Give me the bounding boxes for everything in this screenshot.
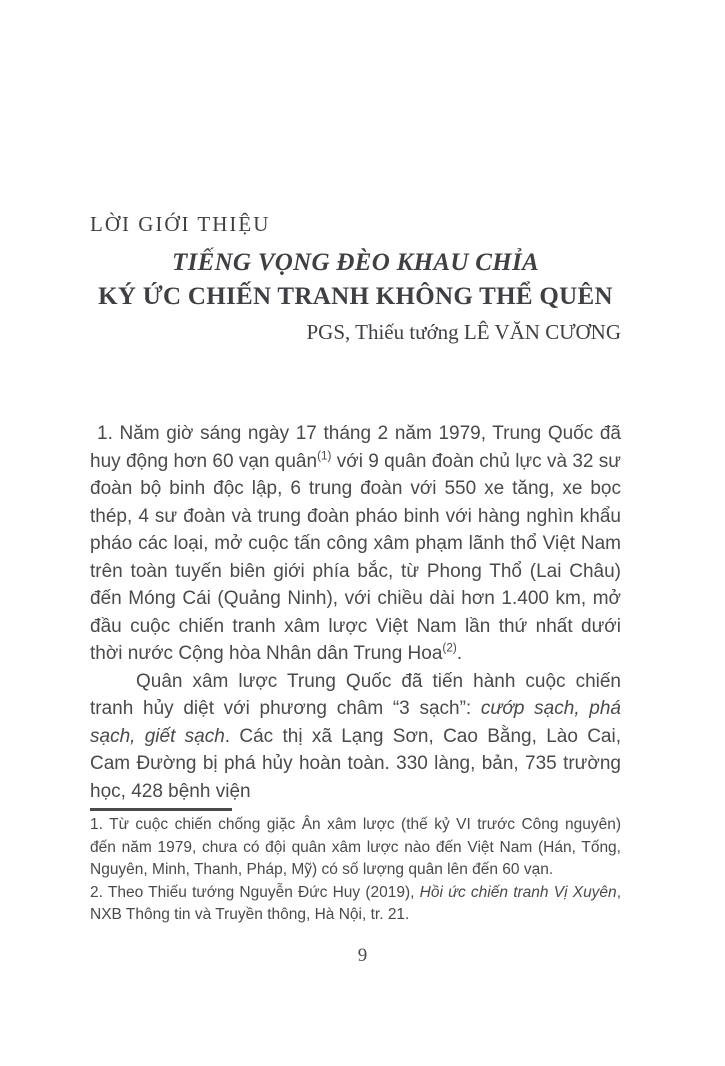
page-number: 9 <box>357 945 368 966</box>
section-kicker: LỜI GIỚI THIỆU <box>90 212 271 236</box>
paragraph-1-text-continued: với 9 quân đoàn chủ lực và 32 sư đoàn bộ binh độc lập, 6 trung đoàn với 550 xe tăng, xe bọc thép, 4 sư đoàn và trung đoàn pháo binh với hàng nghìn khẩu pháo các loại, mở cuộc tấn công xâm phạm lãnh thổ Việt Nam trên toàn tuyến biên giới phía bắc, từ Phong Thổ (Lai Châu) đến Móng Cái (Quảng Ninh), với chiều dài hơn 1.400 km, mở đầu cuộc chiến tranh xâm lược Việt Nam lần thứ nhất dưới thời nước Cộng hòa Nhân dân Trung Hoa <box>90 450 621 664</box>
footnote-ref-2: (2) <box>442 641 457 655</box>
paragraph-1-period: . <box>456 643 463 664</box>
paragraph-1 <box>90 420 621 668</box>
footnotes <box>90 814 621 927</box>
paragraph-2-text: Quân xâm lược Trung Quốc đã tiến hành cuộc chiến tranh hủy diệt với phương châm “3 sạch”: <box>90 670 621 719</box>
paragraph-2-text-continued: . Các thị xã Lạng Sơn, Cao Bằng, Lào Cai, Cam Đường bị phá hủy hoàn toàn. 330 làng, bản, 735 trường học, 428 bệnh viện <box>90 725 621 802</box>
footnote-2 <box>90 882 621 927</box>
footnote-ref-1: (1) <box>317 449 332 463</box>
footnote-2-text-continued: , NXB Thông tin và Truyền thông, Hà Nội, tr. 21. <box>90 883 621 924</box>
book-title <box>90 246 621 314</box>
author-line <box>90 320 621 345</box>
author-name: LÊ VĂN CƯƠNG <box>463 320 621 344</box>
paragraph-2-italic-phrase: cướp sạch, phá sạch, giết sạch <box>90 698 621 747</box>
footnote-2-text: 2. Theo Thiếu tướng Nguyễn Đức Huy (2019), <box>90 883 420 901</box>
footnote-1: 1. Từ cuộc chiến chống giặc Ân xâm lược (thế kỷ VI trước Công nguyên) đến năm 1979, chưa có đội quân xâm lược nào đến Việt Nam (Hán, Tống, Nguyên, Minh, Thanh, Pháp, Mỹ) có số lượng quân lên đến 60 vạn. <box>90 816 621 879</box>
paragraph-1-text: 1. Năm giờ sáng ngày 17 tháng 2 năm 1979, Trung Quốc đã huy động hơn 60 vạn quân <box>90 423 621 472</box>
book-title-line2: KÝ ỨC CHIẾN TRANH KHÔNG THỂ QUÊN <box>98 283 613 310</box>
author-title-prefix: PGS, Thiếu tướng <box>306 320 464 344</box>
body-text <box>90 420 621 805</box>
footnote-divider <box>90 808 232 811</box>
book-title-line1: TIẾNG VỌNG ĐÈO KHAU CHỈA <box>172 249 539 276</box>
paragraph-2 <box>90 668 621 806</box>
footnote-2-book-title: Hồi ức chiến tranh Vị Xuyên <box>419 883 617 901</box>
